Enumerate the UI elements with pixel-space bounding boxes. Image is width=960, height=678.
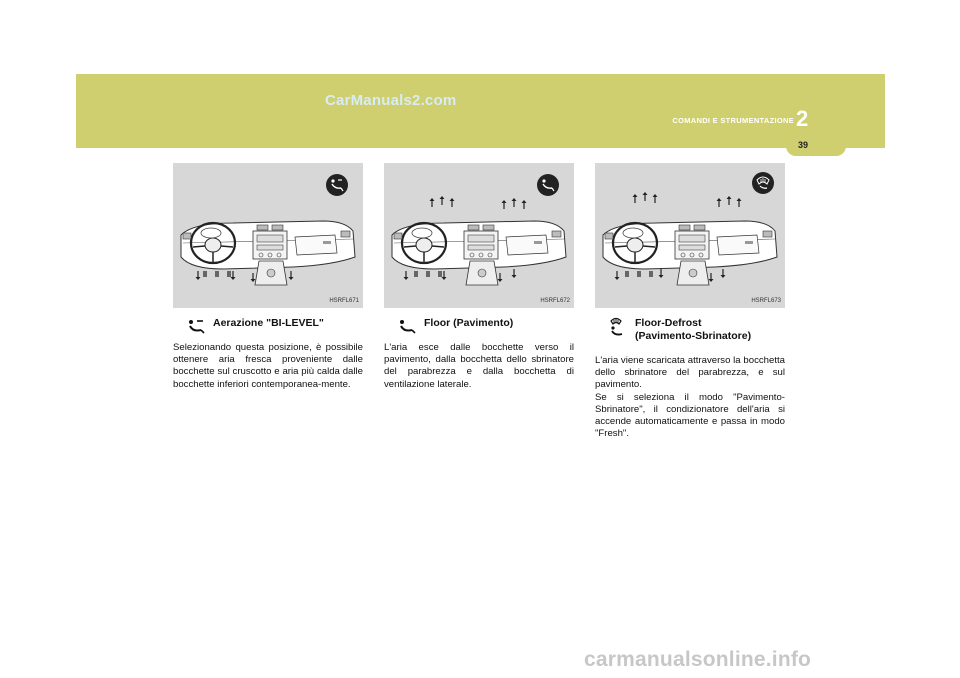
page-number: 39 xyxy=(797,140,808,150)
section-title: Floor (Pavimento) xyxy=(424,317,514,329)
floor-vent-icon xyxy=(537,174,559,196)
floor-mode-icon xyxy=(398,317,418,335)
bi-level-mode-icon xyxy=(187,317,207,335)
section-body: Selezionando questa posizione, è possibile ottenere aria fresca proveniente dalle bocchette sul cruscotto e aria più calda dalle bocchette inferiori contemporanea-mente. xyxy=(173,342,363,390)
section-body-line2: Se si seleziona il modo "Pavimento-Sbrinatore", il condizionatore dell'aria si accende automaticamente e passa in modo "Fresh". xyxy=(595,391,785,440)
watermark-bottom: carmanualsonline.info xyxy=(584,648,812,671)
section-title: Aerazione "BI-LEVEL" xyxy=(213,317,324,329)
section-body: L'aria esce dalle bocchette verso il pavimento, dalla bocchetta dello sbrinatore del parabrezza e dalla bocchetta di ventilazione laterale. xyxy=(384,342,574,390)
floor-defrost-mode-icon xyxy=(609,317,629,337)
figure-floor-defrost xyxy=(595,163,785,308)
section-floor-defrost xyxy=(595,317,785,440)
figure-code: HSRFL673 xyxy=(751,298,781,304)
section-heading-row xyxy=(384,317,574,335)
section-heading-row xyxy=(595,317,785,343)
watermark-top: CarManuals2.com xyxy=(325,92,457,109)
section-title-block xyxy=(635,317,751,343)
section-title-line2: (Pavimento-Sbrinatore) xyxy=(635,330,752,342)
section-bi-level xyxy=(173,317,363,391)
section-body-line1: L'aria viene scaricata attraverso la bocchetta dello sbrinatore del parabrezza, e sul pavimento. xyxy=(595,355,785,391)
figure-code: HSRFL671 xyxy=(329,298,359,304)
chapter-header-band xyxy=(76,74,885,148)
section-floor xyxy=(384,317,574,391)
floor-defrost-icon xyxy=(752,172,774,194)
figure-bi-level xyxy=(173,163,363,308)
figure-code: HSRFL672 xyxy=(540,298,570,304)
section-heading-row xyxy=(173,317,363,335)
figure-floor xyxy=(384,163,574,308)
chapter-number: 2 xyxy=(796,106,809,131)
bi-level-vent-icon xyxy=(326,174,348,196)
section-title-line1: Floor-Defrost xyxy=(635,317,702,329)
chapter-title: COMANDI E STRUMENTAZIONE xyxy=(672,116,794,125)
